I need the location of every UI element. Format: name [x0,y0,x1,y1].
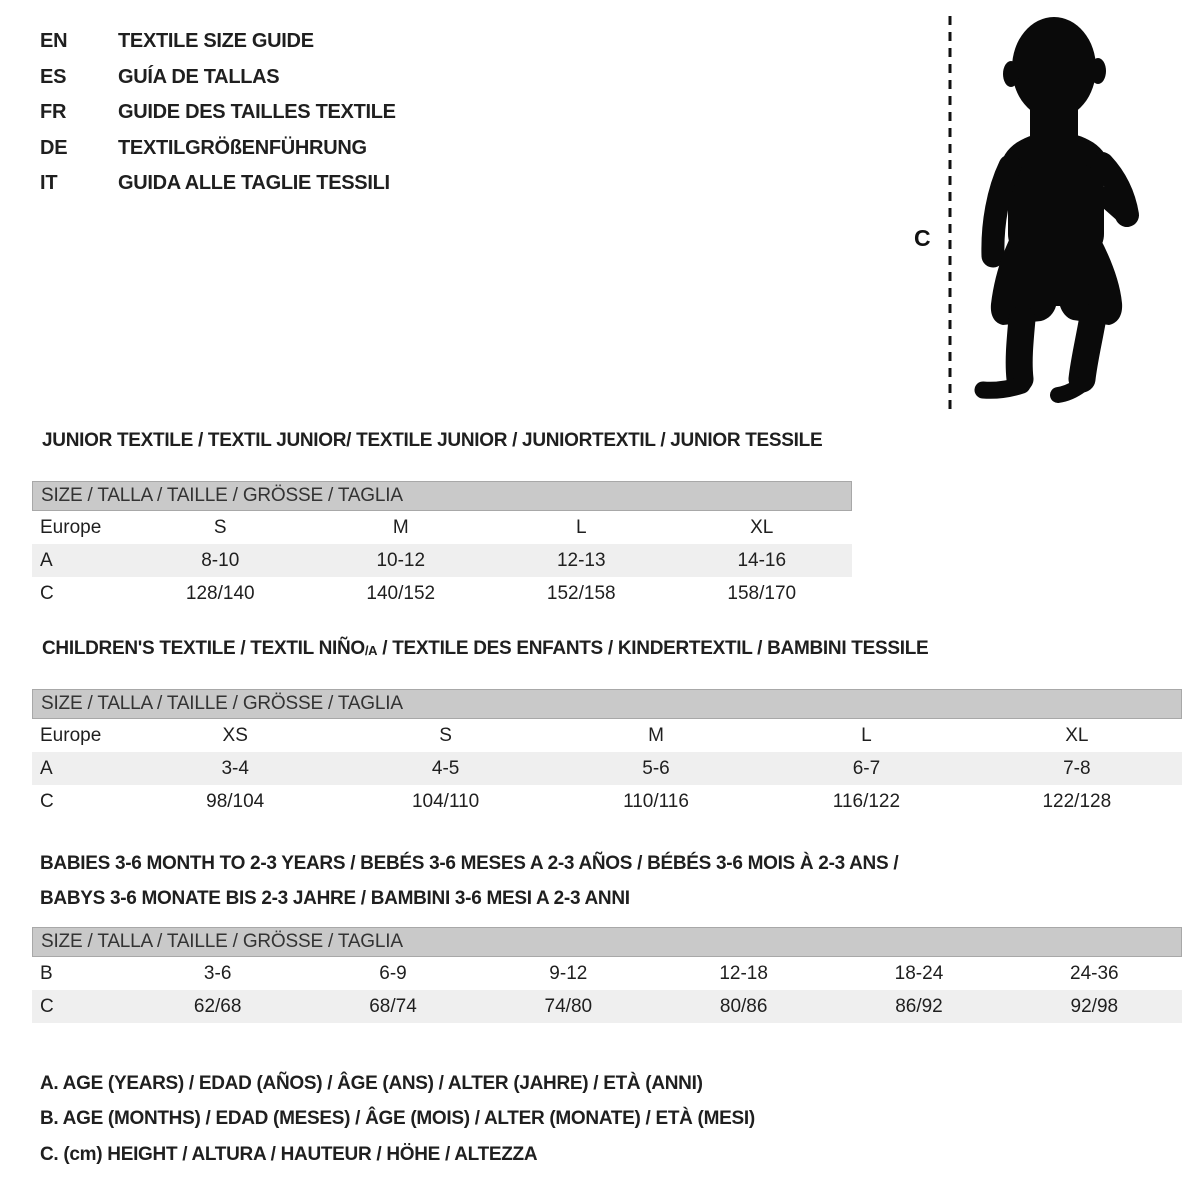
children-row-c [32,785,1182,818]
children-col-l: L [861,724,872,746]
language-title-en: TEXTILE SIZE GUIDE [118,30,314,53]
children-row-a-cell: 5-6 [642,757,670,779]
language-title-fr: GUIDE DES TAILLES TEXTILE [118,101,396,124]
babies-row-b-label: B [40,962,53,984]
babies-size-header-band [32,927,1182,957]
language-row-fr [40,95,396,131]
babies-title-line2: BABYS 3-6 MONATE BIS 2-3 JAHRE / BAMBINI 3-6 MESI A 2-3 ANNI [40,887,630,909]
junior-col-m: M [392,516,409,538]
junior-col-l: L [575,516,587,538]
junior-row-a-label: A [40,549,53,571]
babies-row-c-cell: 86/92 [895,995,943,1017]
junior-row-c-label: C [40,582,54,604]
junior-col-s: S [213,516,227,538]
language-code-es: ES [40,65,67,88]
babies-row-c-cell: 62/68 [193,995,242,1017]
children-row-a-cell: 6-7 [852,757,881,779]
language-code-en: EN [40,30,68,53]
junior-column-header-row [32,511,852,544]
babies-row-c-cell: 92/98 [1070,995,1119,1017]
babies-row-c-label: C [40,995,54,1017]
children-row-c-cell: 116/122 [832,790,901,812]
junior-row-c-cell: 158/170 [727,582,797,604]
babies-row-b-cell: 18-24 [894,962,944,984]
junior-row-a-cell: 14-16 [737,549,787,571]
language-row-en [40,24,396,60]
language-row-es [40,60,396,96]
junior-row-c-cell: 128/140 [185,582,255,604]
junior-section-title: JUNIOR TEXTILE / TEXTIL JUNIOR/ TEXTILE JUNIOR / JUNIORTEXTIL / JUNIOR TESSILE [42,430,823,451]
measure-legend [40,1066,755,1173]
children-row-c-label: C [40,790,54,812]
junior-size-header-text: SIZE / TALLA / TAILLE / GRÖSSE / TAGLIA [41,485,403,506]
children-col-xs: XS [222,724,248,746]
babies-row-c-cell: 80/86 [719,995,768,1017]
baby-height-figure [908,10,1168,420]
junior-row-c [32,577,852,610]
junior-row-a-cell: 12-13 [556,549,606,571]
junior-size-header-band [32,481,852,511]
height-measure-label: C [914,225,931,251]
legend-line-a: A. AGE (YEARS) / EDAD (AÑOS) / ÂGE (ANS) / ALTER (JAHRE) / ETÀ (ANNI) [40,1072,703,1094]
children-col-m: M [648,724,664,746]
junior-row-a-cell: 10-12 [376,549,426,571]
language-title-de: TEXTILGRÖßENFÜHRUNG [118,136,367,159]
children-row-c-cell: 98/104 [206,790,265,812]
children-column-header-row [32,719,1182,752]
children-row-c-cell: 104/110 [411,790,480,812]
legend-line-b: B. AGE (MONTHS) / EDAD (MESES) / ÂGE (MOIS) / ALTER (MONATE) / ETÀ (MESI) [40,1108,755,1130]
children-col-xl: XL [1065,724,1089,746]
babies-row-b [32,957,1182,990]
children-region-label: Europe [40,724,102,746]
language-title-list [40,24,396,202]
language-row-de [40,131,396,167]
babies-section-title [40,846,898,916]
children-row-a-cell: 7-8 [1063,757,1091,779]
junior-size-table [32,481,852,610]
language-title-es: GUÍA DE TALLAS [118,65,280,88]
children-size-table [32,689,1182,818]
children-title-sub: /A [364,643,378,658]
language-code-fr: FR [40,101,67,124]
junior-row-a-cell: 8-10 [201,549,240,571]
children-row-a-cell: 3-4 [221,757,249,779]
children-section-title [42,638,928,660]
junior-row-c-cell: 152/158 [546,582,616,604]
children-row-c-cell: 110/116 [623,790,689,812]
babies-row-b-cell: 9-12 [549,962,588,984]
children-col-s: S [439,724,452,746]
babies-row-b-cell: 6-9 [379,962,407,984]
babies-row-c-cell: 68/74 [369,995,417,1017]
babies-row-b-cell: 24-36 [1070,962,1119,984]
junior-row-a [32,544,852,577]
legend-line-c: C. (cm) HEIGHT / ALTURA / HAUTEUR / HÖHE / ALTEZZA [40,1143,538,1165]
junior-col-xl: XL [750,516,774,538]
babies-title-line1: BABIES 3-6 MONTH TO 2-3 YEARS / BEBÉS 3-6 MESES A 2-3 AÑOS / BÉBÉS 3-6 MOIS À 2-3 ANS / [40,852,899,874]
language-code-it: IT [40,172,58,195]
babies-size-table [32,927,1182,1023]
children-size-header-band [32,689,1182,719]
baby-silhouette-icon [983,17,1127,395]
babies-row-b-cell: 12-18 [719,962,768,984]
children-row-a [32,752,1182,785]
babies-size-header-text: SIZE / TALLA / TAILLE / GRÖSSE / TAGLIA [41,931,403,952]
children-row-c-cell: 122/128 [1042,790,1112,812]
junior-row-c-cell: 140/152 [366,582,436,604]
babies-row-b-cell: 3-6 [203,962,232,984]
children-title-prefix: CHILDREN'S TEXTILE / TEXTIL NIÑO [42,638,365,659]
language-code-de: DE [40,136,68,159]
children-row-a-label: A [40,757,53,779]
language-row-it [40,166,396,202]
babies-row-c [32,990,1182,1023]
language-title-it: GUIDA ALLE TAGLIE TESSILI [118,172,390,195]
children-title-suffix: / TEXTILE DES ENFANTS / KINDERTEXTIL / BAMBINI TESSILE [377,638,929,659]
babies-row-c-cell: 74/80 [544,995,593,1017]
junior-region-label: Europe [40,516,102,538]
children-row-a-cell: 4-5 [431,757,460,779]
children-size-header-text: SIZE / TALLA / TAILLE / GRÖSSE / TAGLIA [41,693,403,714]
